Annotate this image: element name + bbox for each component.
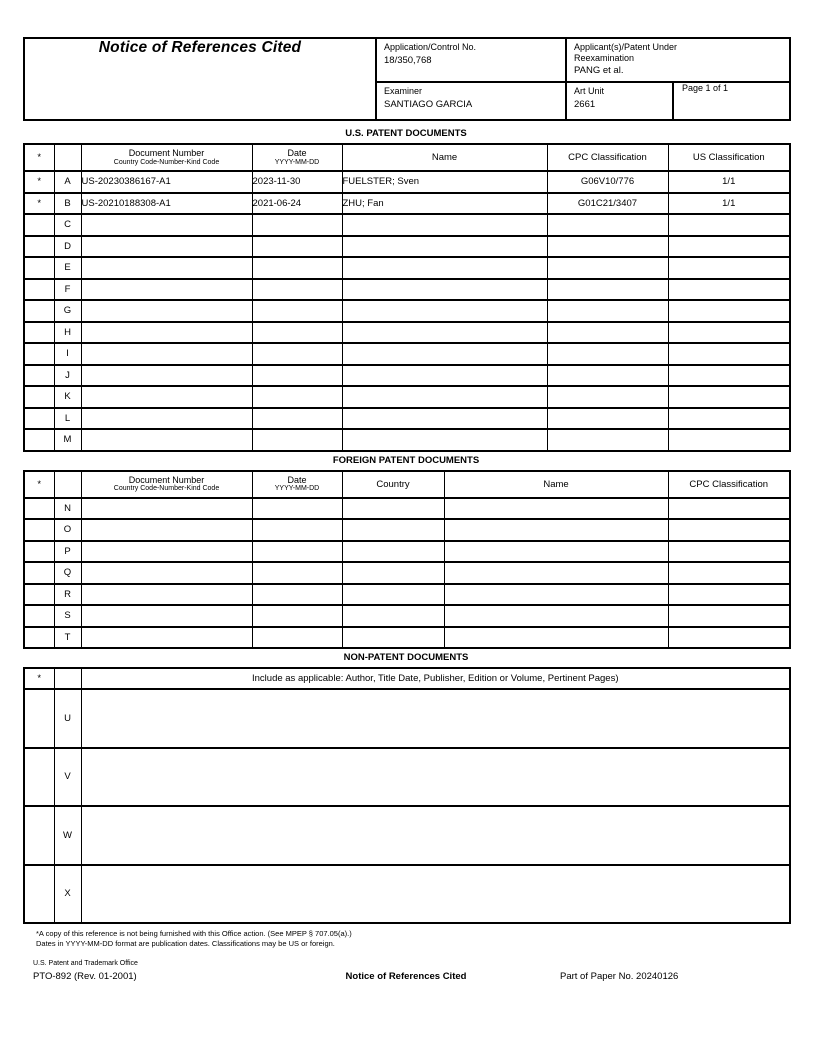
name-cell bbox=[342, 343, 547, 365]
date-cell bbox=[252, 627, 342, 649]
application-number-value: 18/350,768 bbox=[384, 54, 432, 66]
date-cell bbox=[252, 605, 342, 627]
date-cell bbox=[252, 541, 342, 563]
document-number-cell bbox=[81, 562, 252, 584]
non-patent-row-X bbox=[24, 865, 790, 924]
foreign-patent-section-title: FOREIGN PATENT DOCUMENTS bbox=[332, 454, 480, 466]
cited-marker-cell bbox=[24, 865, 54, 924]
document-number-cell bbox=[81, 214, 252, 236]
examiner-value: SANTIAGO GARCIA bbox=[384, 98, 473, 110]
form-title: Notice of References Cited bbox=[98, 39, 302, 56]
form-title-cell bbox=[24, 38, 376, 120]
document-number-cell bbox=[81, 584, 252, 606]
date-cell bbox=[252, 584, 342, 606]
cpc-classification-cell bbox=[668, 562, 790, 584]
row-letter-cell: M bbox=[54, 429, 81, 451]
date-header bbox=[252, 471, 342, 498]
applicant-cell bbox=[566, 38, 790, 82]
document-number-header-sub: Country Code-Number-Kind Code bbox=[113, 158, 220, 166]
cited-marker-cell bbox=[24, 408, 54, 430]
name-cell bbox=[342, 279, 547, 301]
us-classification-cell: 1/1 bbox=[668, 171, 790, 193]
name-cell bbox=[342, 300, 547, 322]
date-cell: 2023-11-30 bbox=[252, 171, 342, 193]
country-cell bbox=[342, 605, 444, 627]
foreign-patent-row-O bbox=[24, 519, 790, 541]
name-cell bbox=[342, 236, 547, 258]
date-cell bbox=[252, 300, 342, 322]
name-cell bbox=[444, 519, 668, 541]
us-classification-cell bbox=[668, 236, 790, 258]
country-cell bbox=[342, 562, 444, 584]
date-cell bbox=[252, 386, 342, 408]
document-number-cell bbox=[81, 386, 252, 408]
cpc-classification-cell bbox=[547, 279, 668, 301]
cited-marker-cell bbox=[24, 605, 54, 627]
country-cell bbox=[342, 519, 444, 541]
cited-marker-cell bbox=[24, 498, 54, 520]
us-patent-row-C bbox=[24, 214, 790, 236]
us-classification-cell bbox=[668, 322, 790, 344]
reference-text-cell bbox=[81, 689, 790, 748]
name-cell bbox=[342, 257, 547, 279]
name-cell bbox=[444, 584, 668, 606]
paper-number: Part of Paper No. 20240126 bbox=[560, 970, 679, 982]
us-patent-row-L bbox=[24, 408, 790, 430]
name-cell bbox=[444, 627, 668, 649]
country-header: Country bbox=[342, 471, 444, 498]
us-table-header-row bbox=[24, 144, 790, 171]
us-patent-row-H bbox=[24, 322, 790, 344]
document-number-cell bbox=[81, 429, 252, 451]
letter-header bbox=[54, 144, 81, 171]
name-cell bbox=[444, 605, 668, 627]
non-patent-section-title: NON-PATENT DOCUMENTS bbox=[343, 652, 469, 663]
cited-marker-cell bbox=[24, 236, 54, 258]
document-number-cell bbox=[81, 343, 252, 365]
us-patent-row-M bbox=[24, 429, 790, 451]
row-letter-cell: W bbox=[54, 806, 81, 865]
us-patent-row-K bbox=[24, 386, 790, 408]
foreign-patent-row-Q bbox=[24, 562, 790, 584]
cited-marker-cell bbox=[24, 748, 54, 807]
cpc-classification-cell: G01C21/3407 bbox=[547, 193, 668, 215]
cited-marker-cell bbox=[24, 519, 54, 541]
date-header bbox=[252, 144, 342, 171]
cpc-classification-cell bbox=[668, 605, 790, 627]
reference-text-cell bbox=[81, 806, 790, 865]
name-cell bbox=[444, 562, 668, 584]
us-classification-cell bbox=[668, 343, 790, 365]
document-number-cell bbox=[81, 257, 252, 279]
date-cell bbox=[252, 519, 342, 541]
date-cell: 2021-06-24 bbox=[252, 193, 342, 215]
name-cell: ZHU; Fan bbox=[342, 193, 547, 215]
applicant-label: Applicant(s)/Patent Under Reexamination bbox=[574, 42, 678, 63]
row-letter-cell: C bbox=[54, 214, 81, 236]
foreign-patent-row-P bbox=[24, 541, 790, 563]
cpc-classification-cell bbox=[547, 429, 668, 451]
date-header-sub: YYYY-MM-DD bbox=[274, 485, 320, 492]
row-letter-cell: L bbox=[54, 408, 81, 430]
us-patent-row-B bbox=[24, 193, 790, 215]
cpc-classification-cell bbox=[547, 343, 668, 365]
cpc-classification-cell bbox=[547, 322, 668, 344]
us-classification-cell bbox=[668, 429, 790, 451]
document-number-cell bbox=[81, 279, 252, 301]
us-classification-cell bbox=[668, 408, 790, 430]
row-letter-cell: D bbox=[54, 236, 81, 258]
star-header: * bbox=[24, 668, 54, 689]
form-header-table bbox=[23, 37, 791, 121]
foreign-patent-row-R bbox=[24, 584, 790, 606]
row-letter-cell: H bbox=[54, 322, 81, 344]
cpc-classification-cell bbox=[668, 584, 790, 606]
cpc-classification-cell bbox=[547, 236, 668, 258]
row-letter-cell: B bbox=[54, 193, 81, 215]
row-letter-cell: A bbox=[54, 171, 81, 193]
document-number-cell bbox=[81, 541, 252, 563]
page-number: Page 1 of 1 bbox=[682, 83, 729, 93]
us-classification-cell bbox=[668, 386, 790, 408]
cpc-classification-cell bbox=[547, 365, 668, 387]
document-number-header-main: Document Number bbox=[128, 474, 205, 485]
foreign-patent-row-N bbox=[24, 498, 790, 520]
footnote-copy-notice: *A copy of this reference is not being furnished with this Office action. (See MPEP § 707.05(a).) bbox=[36, 929, 352, 938]
non-patent-row-W bbox=[24, 806, 790, 865]
form-number: PTO-892 (Rev. 01-2001) bbox=[33, 970, 137, 982]
art-unit-label: Art Unit bbox=[574, 86, 605, 96]
date-header-sub: YYYY-MM-DD bbox=[274, 158, 320, 166]
row-letter-cell: Q bbox=[54, 562, 81, 584]
us-patent-row-J bbox=[24, 365, 790, 387]
document-number-cell bbox=[81, 627, 252, 649]
name-cell bbox=[342, 429, 547, 451]
date-header-main: Date bbox=[287, 474, 307, 485]
name-cell bbox=[444, 541, 668, 563]
document-number-cell bbox=[81, 300, 252, 322]
cited-marker-cell bbox=[24, 584, 54, 606]
cited-marker-cell bbox=[24, 562, 54, 584]
row-letter-cell: K bbox=[54, 386, 81, 408]
cpc-classification-cell bbox=[668, 498, 790, 520]
art-unit-cell bbox=[566, 82, 673, 120]
cited-marker-cell bbox=[24, 627, 54, 649]
date-cell bbox=[252, 343, 342, 365]
application-number-cell bbox=[376, 38, 566, 82]
cited-marker-cell bbox=[24, 541, 54, 563]
us-classification-cell: 1/1 bbox=[668, 193, 790, 215]
document-number-cell bbox=[81, 605, 252, 627]
us-patent-row-A bbox=[24, 171, 790, 193]
row-letter-cell: P bbox=[54, 541, 81, 563]
cpc-classification-header: CPC Classification bbox=[668, 471, 790, 498]
document-number-cell bbox=[81, 236, 252, 258]
cpc-classification-cell bbox=[668, 627, 790, 649]
examiner-label: Examiner bbox=[384, 86, 423, 96]
cited-marker-cell bbox=[24, 322, 54, 344]
cpc-classification-cell bbox=[668, 519, 790, 541]
cited-marker-cell bbox=[24, 257, 54, 279]
us-patent-row-G bbox=[24, 300, 790, 322]
date-cell bbox=[252, 214, 342, 236]
reference-text-cell bbox=[81, 865, 790, 924]
country-cell bbox=[342, 584, 444, 606]
cited-marker-cell bbox=[24, 689, 54, 748]
document-number-header bbox=[81, 471, 252, 498]
row-letter-cell: N bbox=[54, 498, 81, 520]
letter-header bbox=[54, 471, 81, 498]
us-classification-cell bbox=[668, 365, 790, 387]
document-number-cell bbox=[81, 322, 252, 344]
row-letter-cell: E bbox=[54, 257, 81, 279]
us-patent-row-F bbox=[24, 279, 790, 301]
include-as-applicable-header: Include as applicable: Author, Title Date, Publisher, Edition or Volume, Pertinent Pages) bbox=[81, 668, 790, 689]
us-patent-row-D bbox=[24, 236, 790, 258]
cited-marker-cell bbox=[24, 343, 54, 365]
date-cell bbox=[252, 322, 342, 344]
cpc-classification-cell bbox=[547, 300, 668, 322]
name-cell bbox=[342, 386, 547, 408]
name-cell bbox=[342, 322, 547, 344]
row-letter-cell: F bbox=[54, 279, 81, 301]
header-row-1 bbox=[24, 38, 790, 82]
us-classification-cell bbox=[668, 279, 790, 301]
us-patent-row-E bbox=[24, 257, 790, 279]
name-cell bbox=[342, 365, 547, 387]
us-classification-cell bbox=[668, 300, 790, 322]
star-header: * bbox=[24, 144, 54, 171]
uspto-office-label: U.S. Patent and Trademark Office bbox=[33, 960, 138, 967]
country-cell bbox=[342, 541, 444, 563]
date-cell bbox=[252, 429, 342, 451]
cited-marker-cell: * bbox=[24, 171, 54, 193]
us-classification-cell bbox=[668, 257, 790, 279]
cited-marker-cell bbox=[24, 386, 54, 408]
date-header-main: Date bbox=[287, 148, 307, 158]
cited-marker-cell bbox=[24, 279, 54, 301]
cpc-classification-cell bbox=[547, 386, 668, 408]
footer-form-title: Notice of References Cited bbox=[345, 970, 467, 982]
us-patent-row-I bbox=[24, 343, 790, 365]
row-letter-cell: S bbox=[54, 605, 81, 627]
cited-marker-cell bbox=[24, 300, 54, 322]
date-cell bbox=[252, 365, 342, 387]
cpc-classification-cell bbox=[547, 408, 668, 430]
foreign-patent-row-T bbox=[24, 627, 790, 649]
document-number-header-main: Document Number bbox=[128, 148, 205, 158]
art-unit-value: 2661 bbox=[574, 98, 596, 110]
cited-marker-cell: * bbox=[24, 193, 54, 215]
row-letter-cell: X bbox=[54, 865, 81, 924]
non-patent-header-row bbox=[24, 668, 790, 689]
date-cell bbox=[252, 498, 342, 520]
footnotes bbox=[36, 929, 789, 948]
applicant-value: PANG et al. bbox=[574, 65, 624, 76]
pto-892-form-page bbox=[23, 37, 789, 984]
foreign-table-header-row bbox=[24, 471, 790, 498]
name-cell bbox=[342, 214, 547, 236]
row-letter-cell: R bbox=[54, 584, 81, 606]
non-patent-row-V bbox=[24, 748, 790, 807]
form-footer-row bbox=[23, 971, 789, 984]
cited-marker-cell bbox=[24, 365, 54, 387]
date-cell bbox=[252, 408, 342, 430]
date-cell bbox=[252, 236, 342, 258]
document-number-cell bbox=[81, 365, 252, 387]
document-number-cell bbox=[81, 498, 252, 520]
cpc-classification-cell bbox=[547, 214, 668, 236]
cpc-classification-cell bbox=[547, 257, 668, 279]
row-letter-cell: I bbox=[54, 343, 81, 365]
row-letter-cell: O bbox=[54, 519, 81, 541]
name-cell bbox=[342, 408, 547, 430]
us-patent-table bbox=[23, 143, 791, 452]
name-cell bbox=[444, 498, 668, 520]
reference-text-cell bbox=[81, 748, 790, 807]
date-cell bbox=[252, 279, 342, 301]
cited-marker-cell bbox=[24, 214, 54, 236]
row-letter-cell: U bbox=[54, 689, 81, 748]
date-cell bbox=[252, 257, 342, 279]
document-number-header bbox=[81, 144, 252, 171]
non-patent-table bbox=[23, 667, 791, 924]
name-header: Name bbox=[444, 471, 668, 498]
document-number-cell: US-20230386167-A1 bbox=[81, 171, 252, 193]
row-letter-cell: V bbox=[54, 748, 81, 807]
cpc-classification-cell: G06V10/776 bbox=[547, 171, 668, 193]
footnote-date-format: Dates in YYYY-MM-DD format are publication dates. Classifications may be US or foreign. bbox=[36, 938, 335, 948]
name-header: Name bbox=[342, 144, 547, 171]
document-number-header-sub: Country Code-Number-Kind Code bbox=[113, 485, 220, 492]
cited-marker-cell bbox=[24, 429, 54, 451]
us-classification-cell bbox=[668, 214, 790, 236]
foreign-patent-table bbox=[23, 470, 791, 650]
row-letter-cell: T bbox=[54, 627, 81, 649]
document-number-cell: US-20210188308-A1 bbox=[81, 193, 252, 215]
country-cell bbox=[342, 627, 444, 649]
application-number-label: Application/Control No. bbox=[384, 42, 477, 52]
row-letter-cell: J bbox=[54, 365, 81, 387]
examiner-cell bbox=[376, 82, 566, 120]
letter-header bbox=[54, 668, 81, 689]
country-cell bbox=[342, 498, 444, 520]
document-number-cell bbox=[81, 408, 252, 430]
non-patent-row-U bbox=[24, 689, 790, 748]
star-header: * bbox=[24, 471, 54, 498]
cpc-classification-cell bbox=[668, 541, 790, 563]
foreign-patent-row-S bbox=[24, 605, 790, 627]
us-patent-section-title: U.S. PATENT DOCUMENTS bbox=[345, 128, 467, 139]
cpc-classification-header: CPC Classification bbox=[547, 144, 668, 171]
cited-marker-cell bbox=[24, 806, 54, 865]
us-classification-header: US Classification bbox=[668, 144, 790, 171]
date-cell bbox=[252, 562, 342, 584]
name-cell: FUELSTER; Sven bbox=[342, 171, 547, 193]
page-number-cell bbox=[673, 82, 790, 120]
row-letter-cell: G bbox=[54, 300, 81, 322]
document-number-cell bbox=[81, 519, 252, 541]
